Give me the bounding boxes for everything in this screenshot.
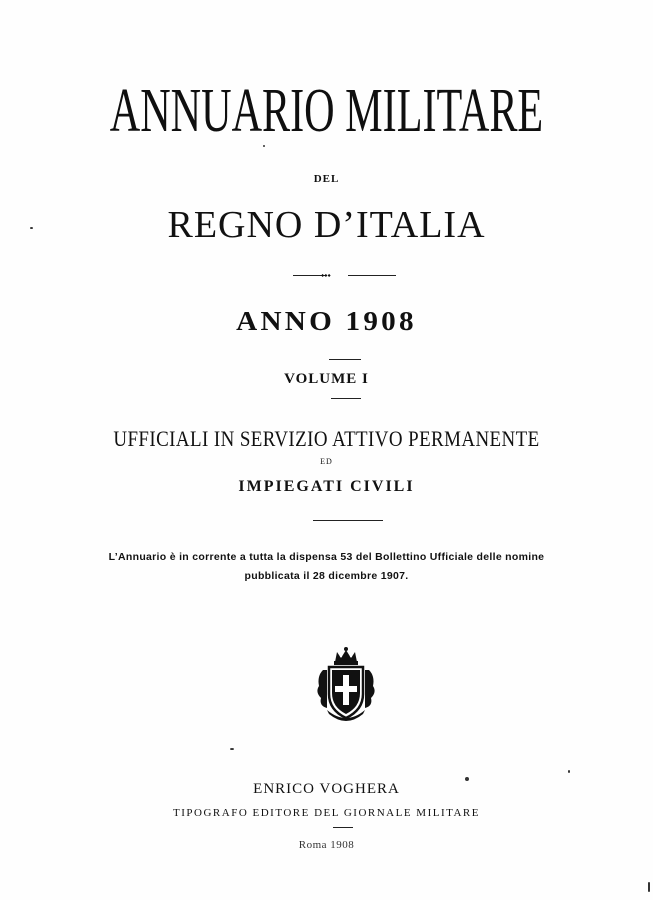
publisher-role: TIPOGRAFO EDITORE DEL GIORNALE MILITARE bbox=[173, 807, 480, 819]
section-title: UFFICIALI IN SERVIZIO ATTIVO PERMANENTE bbox=[113, 426, 540, 451]
document-year: ANNO 1908 bbox=[236, 306, 417, 336]
print-speck bbox=[648, 882, 650, 892]
print-speck bbox=[568, 770, 570, 773]
ornament-dots: ⬩⬩⬩ bbox=[321, 270, 331, 280]
edition-note bbox=[0, 548, 653, 586]
section-subtitle: IMPIEGATI CIVILI bbox=[238, 478, 415, 495]
document-subtitle: REGNO D’ITALIA bbox=[167, 204, 486, 246]
place-date: Roma 1908 bbox=[298, 839, 355, 851]
volume-rule-top bbox=[329, 359, 361, 360]
section-rule bbox=[313, 520, 383, 521]
edition-note-line-2: pubblicata il 28 dicembre 1907. bbox=[244, 570, 409, 582]
edition-note-line-1: L’Annuario è in corrente a tutta la dispensa 53 del Bollettino Ufficiale delle nomine bbox=[108, 551, 545, 563]
print-speck bbox=[30, 227, 33, 229]
royal-coat-of-arms-icon bbox=[313, 646, 379, 726]
volume-rule-bottom bbox=[331, 398, 361, 399]
print-speck bbox=[230, 748, 234, 750]
volume-label: VOLUME I bbox=[284, 371, 369, 387]
ornament-rule-right bbox=[348, 275, 396, 276]
print-speck bbox=[465, 777, 469, 781]
section-connector: ED bbox=[320, 457, 333, 466]
publisher-name: ENRICO VOGHERA bbox=[253, 781, 400, 797]
publisher-rule bbox=[333, 827, 353, 828]
title-connector: DEL bbox=[313, 173, 340, 185]
document-title: ANNUARIO MILITARE bbox=[109, 77, 544, 145]
print-speck bbox=[263, 145, 265, 147]
